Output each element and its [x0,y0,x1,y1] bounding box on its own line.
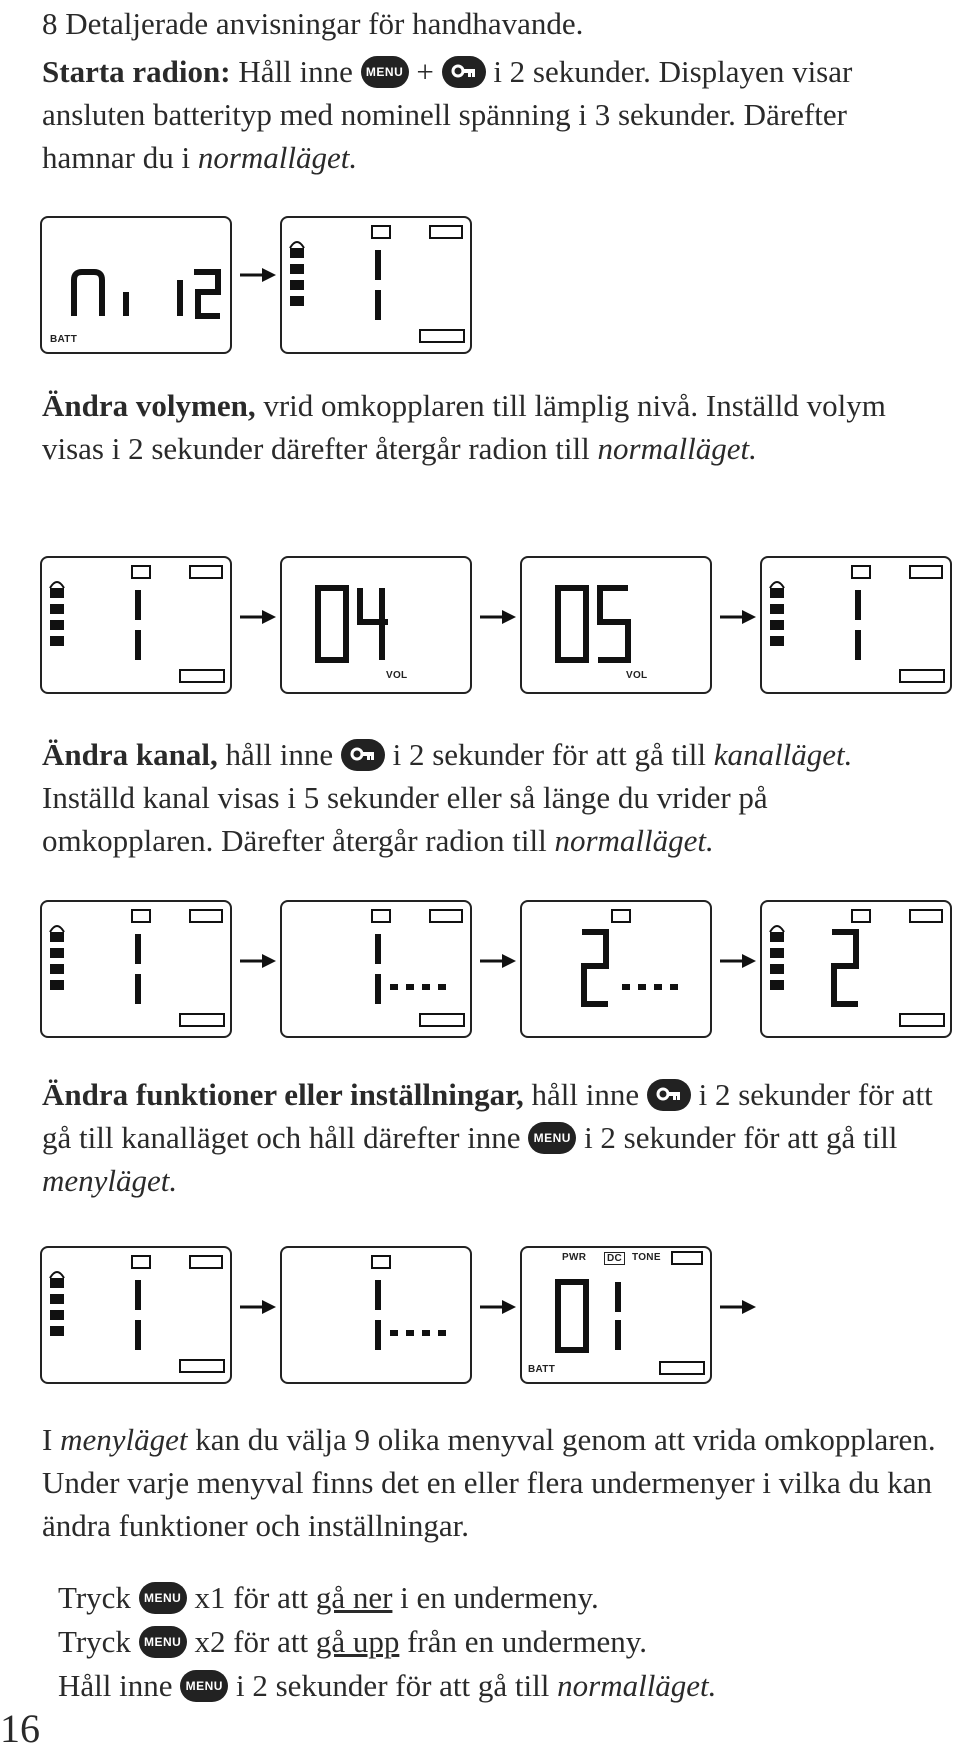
key-icon [442,56,486,88]
channel-title: Ändra kanal, [42,737,218,772]
text: Håll inne [230,54,361,89]
tone-label: TONE [632,1252,661,1263]
menu-button-icon: MENU [528,1122,576,1154]
arrow-right-icon [720,1300,756,1314]
lcd-channel-2-segments [522,902,710,1036]
arrow-right-icon [480,1300,516,1314]
lcd-display-normal [40,1246,232,1384]
menu-button-icon: MENU [361,56,409,88]
lcd-display-normal [40,900,232,1038]
arrow-right-icon [720,610,756,624]
lcd-display-normal [280,216,472,354]
text: Tryck [58,1580,139,1615]
lcd-volume-05-segments [522,558,710,692]
text: från en undermeny. [399,1624,647,1659]
vol-label: VOL [626,670,648,681]
settings-paragraph [42,1073,942,1202]
mode-text: normalläget. [597,431,757,466]
lcd-segments [762,558,950,692]
text: i 2 sekunder för att gå till [576,1120,898,1155]
text: håll inne [523,1077,647,1112]
text: i en undermeny. [392,1580,599,1615]
menu-button-icon: MENU [180,1670,228,1702]
key-icon [647,1079,691,1111]
text: Inställd kanal visas i 5 sekunder eller så länge du vrider på omkopplaren. Därefter återgår radion till [42,780,768,858]
text: i 2 sekunder för att gå till kanalläget och håll därefter inne [42,1077,933,1155]
arrow-right-icon [240,954,276,968]
lcd-display-volume-05 [520,556,712,694]
lcd-display-battery [40,216,232,354]
section-heading: 8 Detaljerade anvisningar för handhavande. [42,6,584,41]
dc-label: DC [604,1252,625,1265]
text: i 2 sekunder för att gå till [384,737,714,772]
channel-paragraph [42,733,942,862]
mode-text: menyläget. [42,1163,178,1198]
arrow-right-icon [240,610,276,624]
lcd-normal-2-segments [762,902,950,1036]
arrow-right-icon [240,1300,276,1314]
lcd-normal-segments [282,218,470,352]
lcd-channel-1-segments [282,902,470,1036]
arrow-right-icon [720,954,756,968]
text: I [42,1422,61,1457]
lcd-segments [42,1248,230,1382]
arrow-right-icon [480,954,516,968]
text: vrid omkopplaren till lämplig nivå. Inställd volym visas i 2 sekunder därefter återgår radion till [42,388,886,466]
volume-paragraph [42,384,942,470]
underlined-text: gå ner [315,1580,393,1615]
lcd-display-normal [760,556,952,694]
page-number: 16 [0,1706,40,1751]
instruction-go-down [58,1576,958,1619]
lcd-display-channel-2 [520,900,712,1038]
pwr-label: PWR [562,1252,587,1263]
settings-title: Ändra funktioner eller inställningar, [42,1077,524,1112]
lcd-volume-04-segments [282,558,470,692]
text: x2 för att [186,1624,316,1659]
start-radio-title: Starta radion: [42,54,231,89]
volume-title: Ändra volymen, [42,388,256,423]
key-icon [341,739,385,771]
lcd-display-volume-04 [280,556,472,694]
menu-button-icon: MENU [139,1626,187,1658]
instruction-normal-mode [58,1664,958,1707]
text: håll inne [217,737,341,772]
arrow-right-icon [240,268,276,282]
underlined-text: gå upp [315,1624,400,1659]
lcd-menu-01-segments [522,1248,710,1382]
lcd-segments [282,1248,470,1382]
mode-text: normalläget. [557,1668,717,1703]
text: kan du välja 9 olika menyval genom att vrida omkopplaren. Under varje menyval finns det en eller flera undermenyer i vilka du kan ändra funktioner och inställningar. [42,1422,936,1543]
arrow-right-icon [480,610,516,624]
lcd-display-normal [40,556,232,694]
instruction-go-up [58,1620,958,1663]
lcd-segments [42,902,230,1036]
lcd-display-channel-1 [280,1246,472,1384]
mode-text: menyläget [60,1422,188,1457]
lcd-display-normal-channel-2 [760,900,952,1038]
text: Håll inne [58,1668,181,1703]
lcd-display-menu-01 [520,1246,712,1384]
lcd-display-channel-1 [280,900,472,1038]
text: i 2 sekunder för att gå till [228,1668,558,1703]
text: x1 för att [186,1580,316,1615]
vol-label: VOL [386,670,408,681]
text: Tryck [58,1624,139,1659]
menu-button-icon: MENU [139,1582,187,1614]
batt-label: BATT [50,334,78,345]
lcd-segments [42,558,230,692]
batt-label: BATT [528,1364,556,1375]
mode-text: kanalläget. [713,737,853,772]
start-radio-paragraph [42,50,942,179]
text: i 2 sekunder. Displayen visar ansluten batterityp med nominell spänning i 3 sekunder. Därefter hamnar du i [42,54,853,175]
text: + [408,54,442,89]
lcd-segments [42,218,230,352]
mode-text: normalläget. [197,140,358,175]
mode-text: normalläget. [554,823,714,858]
menu-mode-paragraph [42,1418,942,1547]
